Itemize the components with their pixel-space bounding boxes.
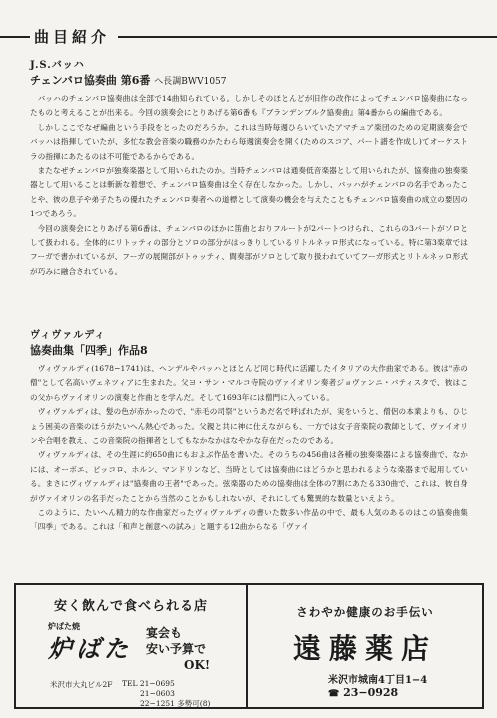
pharmacy-tel: [328, 686, 398, 699]
vivaldi-work-title: 協奏曲集「四季」作品8: [30, 344, 148, 357]
pharmacy-headline: さわやか健康のお手伝い: [296, 605, 434, 619]
bach-paragraph-1: バッハのチェンバロ協奏曲は全部で14曲知られている。しかしそのほとんどが旧作の改作によってチェンバロ協奏曲になったものと考えることが出来る。今回の演奏会にとりあげる第6番も『ブランデンブルク協奏曲』第4番からの編曲である。: [30, 94, 468, 118]
bach-title-text: チェンバロ協奏曲 第6番: [30, 74, 151, 87]
robata-tel-line-3: 22−1251 多勢可(8): [140, 699, 211, 708]
bach-body: [30, 92, 468, 279]
header-rule-right: [118, 36, 497, 38]
bach-section: [30, 56, 468, 279]
vivaldi-body: [30, 362, 468, 535]
robata-slogan-line-2: 安い予算で: [146, 642, 207, 656]
bach-paragraph-3: またなぜチェンバロが独奏楽器として用いられたのか。当時チェンバロは通奏低音楽器として用いられたが、協奏曲の独奏楽器として用いることは斬新な着想で、チェンバロ協奏曲は全く存在しなかった。しかし、バッハがチェンバロの名手であったことや、彼の息子や弟子たちの優れたチェンバロ奏者への道標として演奏の機会を与えたこともチェンバロ協奏曲の成立の要因の1つであろう。: [30, 166, 468, 219]
robata-tel-line-2: 21−0603: [140, 689, 175, 698]
robata-slogan: [146, 625, 210, 673]
robata-tel: [122, 679, 210, 709]
telephone-icon: ☎: [328, 689, 340, 699]
robata-ad: [16, 585, 246, 707]
vivaldi-paragraph-2: ヴィヴァルディは、髪の色が赤かったので、"赤毛の司祭"というあだ名で呼ばれたが、実をいうと、僧侶の本業よりも、ひじょう困美の音楽のほうがたいへん熱心であった。父親と共に神に仕えながらも、一方では女子音楽院の教師として、ヴァイオリンや合唱を教え、この音楽院の指揮者としてもなかなかはなやかな存在だったのである。: [30, 407, 469, 446]
pharmacy-brand: 遠藤薬店: [292, 632, 437, 665]
robata-brand-small: 炉ばた焼: [48, 621, 80, 631]
bach-paragraph-4: 今回の演奏会にとりあげる第6番は、チェンバロのほかに笛曲とおりフルートが2パートつけられ、これらの3パートがソロとして扱われる。全体的にリトッティの部分とソロの部分がはっきりしているリトルネッロ形式になっている。特に第3楽章ではフーガで書かれているが、フーガの展開部がトゥッティ、間奏部がソロとして取り扱われていてフーガ形式とリトルネッロ形式が巧みに融合されている。: [30, 223, 468, 276]
bach-composer: J.S.バッハ: [30, 60, 85, 71]
robata-headline: 安く飲んで食べられる店: [53, 599, 208, 614]
bach-paragraph-2: しかしここでなぜ編曲という手段をとったのだろうか。これは当時毎週ひらいていたアマチュア楽団のための定期演奏会でバッハは指揮していたが、多忙な教会音楽の職務のかたわら毎週演奏会を開く(ためのスコア、パート譜を作成し)てオーケストラの指揮にあたるのは不可能であるからである。: [30, 122, 468, 161]
page-title: 曲目紹介: [34, 28, 111, 46]
vivaldi-composer: ヴィヴァルディ: [30, 330, 106, 341]
vivaldi-paragraph-4: このように、たいへん精力的な作曲家だったヴィヴァルディの書いた数多い作品の中で、最も人気のあるのはこの協奏曲集「四季」である。これは「和声と創意への試み」と題する12曲からなる「ヴァイ: [30, 508, 468, 532]
vivaldi-paragraph-1: ヴィヴァルディ(1678−1741)は、ヘンデルやバッハとほとんど同じ時代に活躍したイタリアの大作曲家である。彼は"赤の僧"として名高いヴェネツィアに生まれた。父ヨ・サン・マルコ寺院のヴァイオリン奏者ジョヴァンニ・バティスタで、彼はこの父からヴァイオリンの演奏と作曲とを学んだ。そして1693年には僧門に入っている。: [30, 364, 468, 402]
bach-work-title: [30, 72, 468, 88]
pharmacy-address: 米沢市城南4丁目1−4: [328, 675, 428, 686]
robata-address: 米沢市大丸ビル2F: [50, 680, 113, 689]
robata-slogan-line-1: 宴会も: [146, 626, 183, 640]
header-rule-left: [0, 36, 30, 38]
pharmacy-tel-number: 23−0928: [343, 686, 399, 699]
section-header: [0, 26, 497, 48]
advertisement-box: [14, 583, 484, 709]
bach-bwv: へ長調BWV1057: [154, 77, 227, 87]
endo-pharmacy-ad: [248, 585, 482, 707]
vivaldi-paragraph-3: ヴィヴァルディは、その生涯に約650曲にもおよぶ作品を書いた。そのうちの456曲は各種の独奏楽器による協奏曲で、なかには、オーボエ、ピッコロ、ホルン、マンドリンなど、当時としては協奏曲にはどうかと思われるような楽器まで起用している。まさにヴィヴァルディは"協奏曲の王者"であった。弦楽器のための協奏曲は全体の7割にあたる330曲で、これは、彼自身がヴァイオリンの名手だったことから当然のことかもしれないが、それにしても驚異的な数量といえよう。: [30, 450, 468, 503]
robata-slogan-line-3: OK!: [184, 658, 211, 672]
robata-tel-line-1: TEL 21−0695: [122, 679, 175, 688]
robata-brand-logo: 炉ばた: [48, 634, 132, 663]
vivaldi-section: [30, 326, 468, 535]
